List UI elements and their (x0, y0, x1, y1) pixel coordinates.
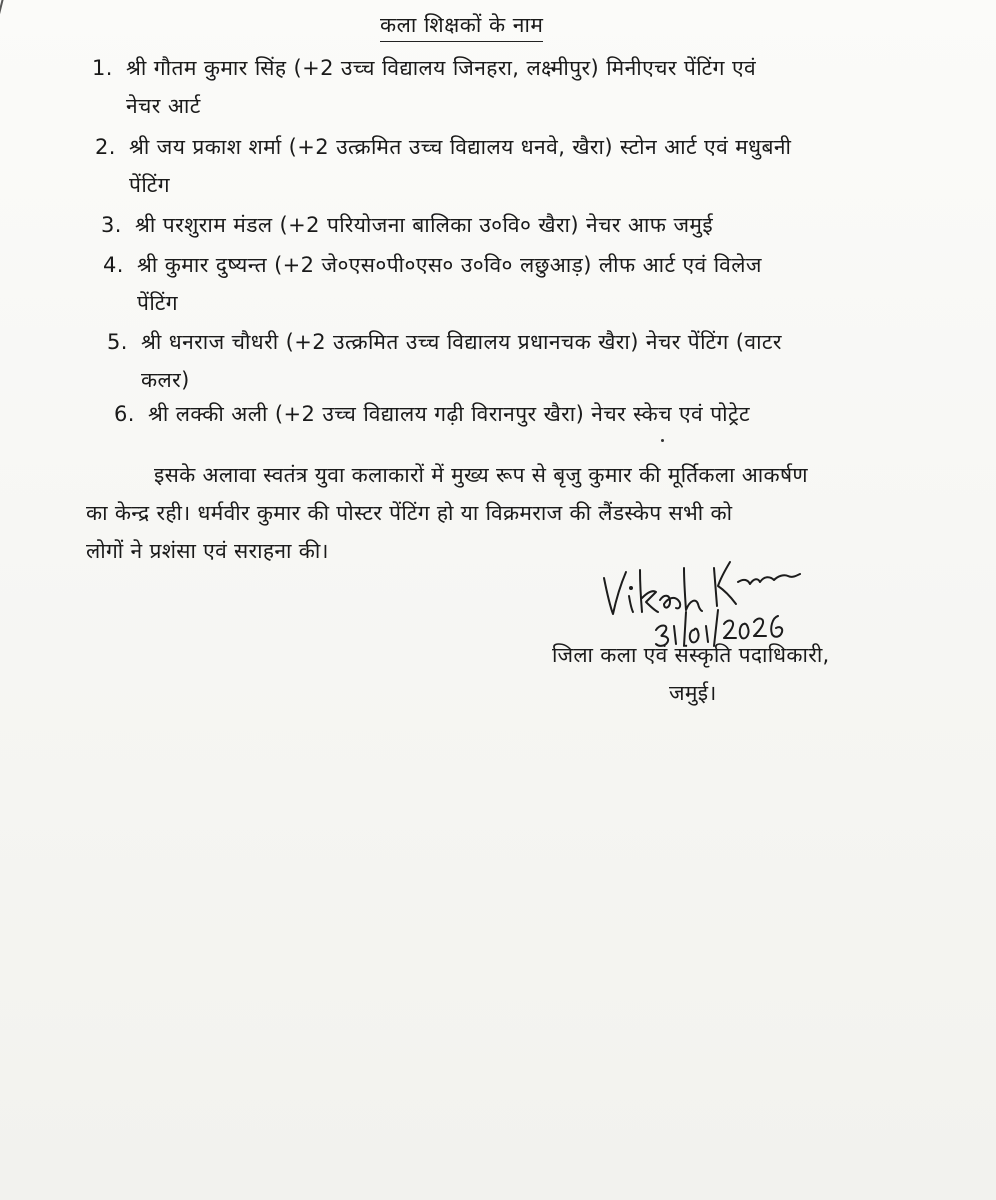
list-item-text: श्री लक्की अली (+2 उच्च विद्यालय गढ़ी विरानपुर खैरा) नेचर स्केच एवं पोट्रेट (148, 402, 750, 426)
list-item-number: 4. (103, 253, 124, 277)
list-item-text: श्री जय प्रकाश शर्मा (+2 उत्क्रमित उच्च विद्यालय धनवे, खैरा) स्टोन आर्ट एवं मधुबनी (129, 135, 792, 159)
list-item (92, 49, 756, 125)
paragraph-line: का केन्द्र रही। धर्मवीर कुमार की पोस्टर पेंटिंग हो या विक्रमराज की लैंडस्केप सभी को (86, 501, 733, 525)
list-item-number: 1. (92, 56, 113, 80)
list-item-number: 3. (101, 213, 122, 237)
list-item (107, 323, 782, 399)
list-item-number: 6. (114, 402, 135, 426)
list-item-text: श्री परशुराम मंडल (+2 परियोजना बालिका उ०वि० खैरा) नेचर आफ जमुई (135, 213, 714, 237)
list-item (103, 246, 762, 322)
list-item-number: 2. (95, 135, 116, 159)
list-item-text: श्री धनराज चौधरी (+2 उत्क्रमित उच्च विद्यालय प्रधानचक खैरा) नेचर पेंटिंग (वाटर (141, 330, 782, 354)
list-item-text: श्री कुमार दुष्यन्त (+2 जे०एस०पी०एस० उ०वि० लछुआड़) लीफ आर्ट एवं विलेज (137, 253, 762, 277)
list-item-continuation: नेचर आर्ट (126, 94, 201, 118)
signatory-designation: जिला कला एवं संस्कृति पदाधिकारी, (552, 643, 830, 667)
signatory-block (552, 636, 830, 712)
list-item (114, 395, 750, 433)
list-item-text: श्री गौतम कुमार सिंह (+2 उच्च विद्यालय जिनहरा, लक्ष्मीपुर) मिनीएचर पेंटिंग एवं (126, 56, 757, 80)
paragraph-line: इसके अलावा स्वतंत्र युवा कलाकारों में मुख्य रूप से बृजु कुमार की मूर्तिकला आकर्षण (154, 463, 808, 487)
list-item (95, 128, 791, 204)
handwritten-signature (598, 548, 828, 648)
list-item-continuation: कलर) (141, 368, 190, 392)
paragraph-line: लोगों ने प्रशंसा एवं सराहना की। (86, 539, 329, 563)
list-item (101, 206, 713, 244)
list-item-number: 5. (107, 330, 128, 354)
scan-edge-mark (0, 0, 6, 107)
signatory-place: जमुई। (669, 681, 717, 705)
stray-dot (661, 439, 664, 442)
document-title: कला शिक्षकों के नाम (380, 10, 543, 42)
list-item-continuation: पेंटिंग (129, 173, 170, 197)
list-item-continuation: पेंटिंग (137, 291, 178, 315)
